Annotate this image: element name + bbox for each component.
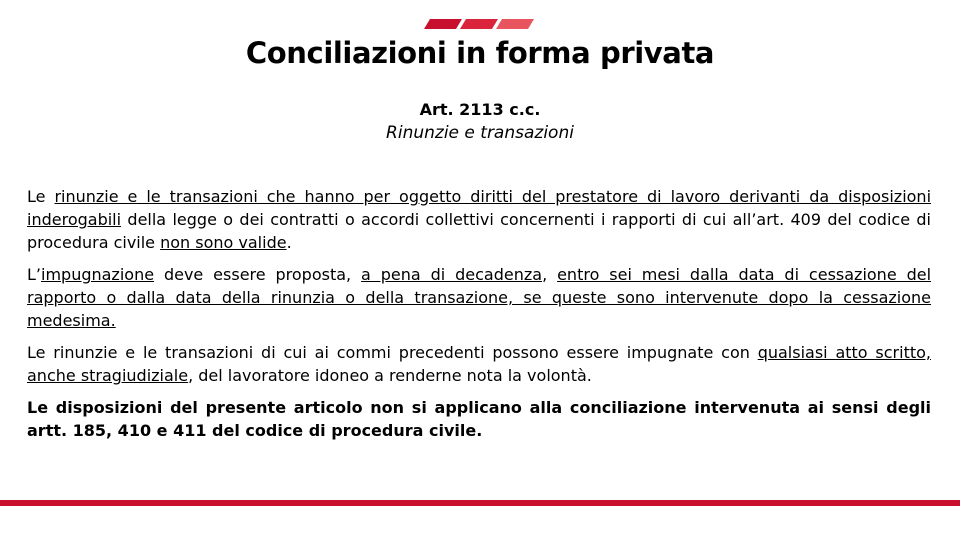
p2-underline-2: a pena di decadenza — [361, 265, 543, 284]
p2-underline-3: entro sei mesi dalla data di cessazione del rapporto o dalla data della rinunzia o della transazione, se queste sono intervenute dopo la cessazione medesima. — [27, 265, 932, 330]
p1-text-1: Le — [27, 187, 55, 206]
p1-text-2: della legge o dei contratti o accordi collettivi concernenti i rapporti di cui all’art. 409 del codice di procedura civile — [27, 210, 931, 252]
p3-text-1: Le rinunzie e le transazioni di cui ai commi precedenti possono essere impugnate con — [27, 343, 758, 362]
header-stripes-decoration — [424, 19, 536, 29]
paragraph-3 — [27, 341, 931, 387]
paragraph-1 — [27, 185, 931, 254]
article-subtitle: Rinunzie e transazioni — [386, 123, 574, 143]
page-title: Conciliazioni in forma privata — [245, 36, 715, 70]
p2-underline-1: impugnazione — [41, 265, 155, 284]
p3-underline-1: qualsiasi atto scritto, anche stragiudiziale — [27, 343, 931, 385]
p1-underline-1: rinunzie e le transazioni che hanno per oggetto diritti del prestatore di lavoro derivanti da disposizioni inderogabili — [27, 187, 932, 229]
paragraph-4: Le disposizioni del presente articolo non si applicano alla conciliazione intervenuta ai sensi degli artt. 185, 410 e 411 del codice di procedura civile. — [27, 398, 931, 440]
p3-text-2: , del lavoratore idoneo a renderne nota la volontà. — [188, 366, 592, 385]
footer-bar — [0, 500, 960, 506]
article-heading — [0, 99, 960, 145]
p2-text-1: L’ — [27, 265, 41, 284]
p1-underline-2: non sono valide — [160, 233, 287, 252]
p2-text-2: deve essere proposta, — [154, 265, 362, 284]
article-body — [27, 185, 931, 451]
article-number: Art. 2113 c.c. — [419, 100, 541, 119]
p2-text-3: , — [542, 265, 558, 284]
paragraph-2 — [27, 263, 931, 332]
p1-text-3: . — [286, 233, 292, 252]
